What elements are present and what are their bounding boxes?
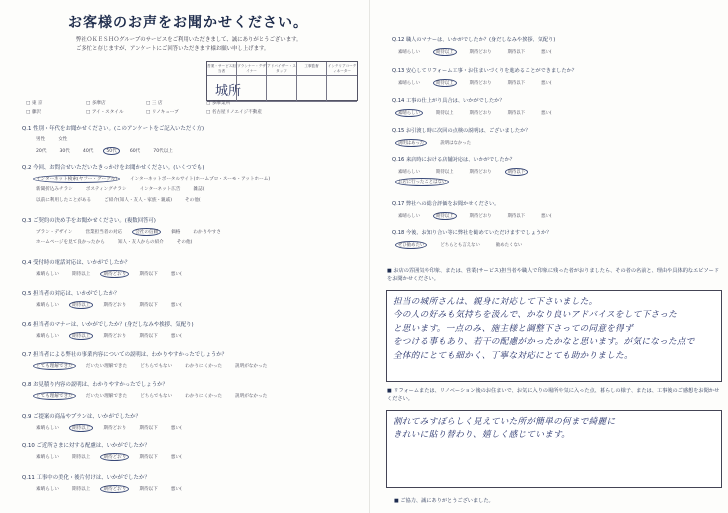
store-checkbox[interactable]: □ 多摩店 [86,100,146,106]
answer-option[interactable]: 期待どおり [469,50,492,55]
answer-option[interactable]: 悪い( [170,334,182,339]
answer-option[interactable]: 期待以下 [139,303,158,308]
answer-option[interactable]: どちらでもない [140,364,173,369]
answer-options [398,139,487,147]
answer-option[interactable]: 期待どおり [469,170,492,175]
stamp-cell [267,76,297,102]
answer-option[interactable]: 素晴らしい [395,109,423,117]
answer-option[interactable]: 期待以下 [507,111,526,116]
answer-options [36,270,195,278]
answer-option[interactable]: 期待以下 [507,50,526,55]
answer-option[interactable]: 女性 [58,137,68,142]
answer-option[interactable]: 期待以上 [433,212,457,220]
right-page [376,0,724,513]
answer-option[interactable]: 30代 [59,149,70,154]
answer-options [36,453,195,461]
answer-option[interactable]: 素晴らしい [398,50,420,55]
handwritten-line: 割れてみすぼらしく見えていた所が簡単の何まで綺麗に [393,417,616,427]
answer-option[interactable]: だいたい理解できた [85,394,128,399]
answer-options [398,241,538,249]
answer-option[interactable]: 説明はなかった [440,141,472,146]
store-checkbox[interactable]: □ アイ・スタイル [86,109,146,115]
answer-option[interactable]: 期待以上 [433,79,457,87]
answer-option[interactable]: 期待以上 [71,487,91,492]
question-label: Q.12 職人のマナーは、いかがでしたか？(身だしなみや挨拶、気配り) [392,37,556,43]
answer-option[interactable]: 勧めたくない [495,243,523,248]
answer-option[interactable]: 期待どおり [103,426,127,431]
answer-options [36,197,214,203]
answer-options [36,485,195,493]
answer-option[interactable]: 悪い( [170,272,182,277]
answer-options [36,136,80,142]
answer-option[interactable]: 素晴らしい [36,455,59,460]
answer-option[interactable]: 素晴らしい [36,334,59,339]
handwritten-comment-home [387,411,721,448]
answer-option[interactable]: インターネットポータルサイト(ホームプロ・スーモ・アットホーム) [130,177,271,182]
handwritten-line: きれいに貼り替わり、嬉しく感じています。 [393,430,571,441]
comment-box-staff [386,268,722,382]
answer-option[interactable]: 期待以上 [435,111,454,116]
answer-option[interactable]: だいたい理解できた [85,364,128,369]
answer-option[interactable]: 期待どおり [103,334,127,339]
answer-option[interactable]: 60代 [129,149,141,154]
store-checkbox[interactable]: □ リノキューブ [146,109,206,115]
staff-stamp-box [206,61,358,101]
answer-option[interactable]: 素晴らしい [398,81,420,86]
answer-options [36,147,186,155]
answer-option[interactable]: その他( [185,198,201,203]
stamp-header: プランナー・デザイナー [237,62,267,76]
answer-option[interactable]: 悪い( [170,303,182,308]
answer-option[interactable]: 期待以上 [435,170,454,175]
stamp-header: 工事監督 [297,62,327,76]
answer-option[interactable]: 期待どおり [100,453,129,461]
answer-option[interactable]: 期待以下 [507,81,526,86]
store-checkbox[interactable]: □ 三 店 [146,100,206,106]
stamp-header: インテリアコーディネーター [327,62,357,76]
answer-option[interactable]: 価格 [171,230,181,235]
answer-option[interactable]: 以前に利用したことがある [36,198,92,203]
answer-options [398,48,568,56]
answer-option[interactable]: プラン・デザイン [36,230,73,235]
answer-option[interactable]: わかりにくかった [185,364,223,369]
stamp-header: アドバイザー・スタッフ [267,62,297,76]
stamp-handwriting: 城所 [215,84,242,99]
answer-option[interactable]: 期待以下 [139,334,158,339]
question-label: Q.3 ご契約の決め手をお聞かせください。(複数回答可) [22,218,156,224]
answer-option[interactable]: 説明はあった [395,139,427,147]
answer-option[interactable]: 男性 [36,137,46,142]
answer-option[interactable]: 期待どおり [469,111,492,116]
store-checklist [26,100,346,115]
thank-you-footer: ■ ご協力、誠にありがとうございました。 [394,497,494,504]
answer-option[interactable]: 素晴らしい [398,170,420,175]
answer-option[interactable]: 20代 [36,149,47,154]
question-label: Q.7 担当者による弊社の事業内容についての説明は、わかりやすかったでしょうか？ [22,352,228,358]
answer-option[interactable]: 期待どおり [103,303,127,308]
answer-option[interactable]: 期待どおり [100,270,129,278]
answer-option[interactable]: 期待以下 [139,487,158,492]
answer-options [36,362,280,370]
question-label: Q.2 今回、お問合せいただいたきっかけをお聞かせください。(いくつでも) [22,165,205,171]
answer-option[interactable]: お店に行ったことはない [395,178,449,186]
answer-option[interactable]: 素晴らしい [36,303,59,308]
answer-option[interactable]: 期待以上 [69,332,93,340]
stamp-cell [237,76,267,102]
answer-option[interactable]: その他( [176,240,193,245]
survey-title: お客様のお声をお聞かせください。 [68,15,308,31]
answer-option[interactable]: 期待以下 [507,214,526,219]
answer-options [36,392,280,400]
answer-option[interactable]: わかりやすさ [193,230,221,235]
answer-options [398,109,568,117]
question-label: Q.9 ご提案の商品やプランは、いかがでしたか？ [22,414,141,420]
stamp-cell [327,76,357,102]
answer-option[interactable]: どちらでもない [140,394,173,399]
answer-option[interactable]: 50代 [103,147,119,155]
answer-option[interactable]: 説明がなかった [235,394,268,399]
handwritten-comment-staff [387,291,721,368]
answer-option[interactable]: 悪い( [170,455,182,460]
answer-option[interactable]: 期待以下 [139,272,158,277]
answer-option[interactable]: 期待以下 [139,455,158,460]
answer-option[interactable]: 素晴らしい [398,214,420,219]
answer-options [36,239,205,245]
answer-option[interactable]: 悪い( [170,487,182,492]
answer-option[interactable]: 期待どおり [469,81,492,86]
answer-option[interactable]: 会社の信頼 [132,228,161,236]
answer-option[interactable]: 悪い( [541,50,552,55]
handwritten-line: 今の人の好みも気持ちを汲んで、かなり良いアドバイスをして下さった [393,310,678,321]
handwritten-line: 全体的にとても細かく、丁寧な対応にとても助かりました。 [393,350,633,361]
question-label: Q.18 今後、お知り合い等に弊社を勧めていただけますでしょうか？ [392,230,552,236]
comment-question-home: ■ リフォームまたは、リノベーション後のお住まいで、お気に入りの場所や気に入った点、暮らしの様子、または、工事後のご感想をお聞かせください。 [387,387,723,403]
answer-option[interactable]: 説明がなかった [235,364,268,369]
answer-option[interactable]: 悪い( [541,81,552,86]
question-label: Q.14 工事の仕上がり具合は、いかがでしたか？ [392,98,505,104]
answer-option[interactable]: 期待以上 [69,301,93,309]
answer-option[interactable]: 素晴らしい [36,487,59,492]
answer-options [36,301,195,309]
question-label: Q.16 来店時における店舗対応は、いかがでしたか？ [392,157,515,163]
intro-line: ご多忙と存じますが、アンケートにご回答いただきます様お願い申し上げます。 [76,46,270,52]
answer-option[interactable]: 雑誌( [193,187,205,192]
answer-option[interactable]: 期待どおり [100,485,129,493]
answer-options [36,332,195,340]
comment-box-home [386,388,722,488]
question-label: Q.5 担当者の対応は、いかがでしたか？ [22,291,120,297]
question-label: Q.4 受付時の電話対応は、いかがでしたか？ [22,260,131,266]
answer-option[interactable]: とても理解できた [33,362,76,370]
page-fold [369,0,370,513]
answer-option[interactable]: 素晴らしい [36,426,59,431]
answer-option[interactable]: 期待以上 [433,48,457,56]
answer-option[interactable]: どちらとも言えない [440,243,480,248]
stamp-cell [297,76,327,102]
answer-options [398,212,568,220]
answer-option[interactable]: 70代以上 [153,149,173,154]
question-label: Q.15 お引渡し時に次回の点検の説明は、ございましたか？ [392,128,531,134]
answer-option[interactable]: 悪い( [541,214,552,219]
answer-option[interactable]: 営業担当者の対応 [85,230,123,235]
answer-options [36,175,283,183]
answer-options [398,79,568,87]
question-label: Q.17 弊社への総合評価をお聞かせください。 [392,201,500,207]
store-checkbox[interactable]: □ 東 京 [26,100,86,106]
answer-options [36,424,195,432]
question-label: Q.6 担当者のマナーは、いかがでしたか？(身だしなみや挨拶、気配り) [22,322,194,328]
answer-option[interactable]: インターネット検索(ヤフー・グーグル) [33,175,120,183]
answer-option[interactable]: ご紹介(知人・友人・家族・親戚) [104,198,173,203]
answer-option[interactable]: 期待どおり [469,214,492,219]
store-checkbox[interactable]: □ 名古屋リノエイジ不動産 [206,109,276,115]
answer-option[interactable]: 悪い( [170,426,182,431]
stamp-header: 営業・サービス担当者 [207,62,237,76]
question-label: Q.13 安心してリフォーム工事・お住まいづくりを進めることができましたか？ [392,68,577,74]
store-checkbox[interactable]: □ 多摩業所 [206,100,276,106]
answer-option[interactable]: ホームページを見て良かったから [36,240,105,245]
question-label: Q.10 ご近所さまに対する配慮は、いかがでしたか？ [22,443,150,449]
answer-options [36,228,234,236]
handwritten-line: をつける事もあり、若干の配慮がかったかなと思います。が気になった点で [393,337,695,348]
answer-options [36,186,217,192]
question-label: Q.1 性別・年代をお聞かせください。(このアンケートをご記入いただく方) [22,126,205,132]
intro-text [76,36,346,54]
answer-option[interactable]: 期待以上 [71,272,91,277]
answer-option[interactable]: インターネット広告 [139,187,181,192]
answer-option[interactable]: 知人・友人からの紹介 [117,240,164,245]
answer-option[interactable]: 40代 [82,149,94,154]
answer-option[interactable]: とても理解できた [33,392,76,400]
answer-option[interactable]: ポスティングチラシ [85,187,127,192]
left-page [6,0,368,513]
store-checkbox[interactable]: □ 藤沢 [26,109,86,115]
answer-options [398,178,462,186]
answer-options [398,168,541,176]
question-label: Q.8 お見積り内容の説明は、わかりやすかったでしょうか？ [22,382,168,388]
answer-option[interactable]: 期待以上 [71,455,91,460]
intro-line: 弊社ＯＫＥＳＨＯグループのサービスをご利用いただきまして、誠にありがとうございます。 [76,37,302,43]
answer-option[interactable]: ぜひ勧めたい [395,241,427,249]
answer-option[interactable]: 素晴らしい [36,272,59,277]
comment-question-staff: ■ お店の雰囲気や印象、または、営業(サービス)担当者や職人で印象に残った者がおりましたら、その者の名前と、理由や具体的なエピソードをお聞かせください。 [387,267,723,283]
answer-option[interactable]: 新聞折込みチラシ [36,187,73,192]
answer-option[interactable]: 悪い( [541,111,552,116]
answer-option[interactable]: 期待以上 [69,424,93,432]
answer-option[interactable]: 期待以下 [139,426,158,431]
question-label: Q.11 工事中の美化・後片付けは、いかがでしたか？ [22,475,150,481]
handwritten-line: と思います。一点のみ、施主様と調整下さっての同意を得ず [393,323,633,334]
answer-option[interactable]: わかりにくかった [185,394,223,399]
answer-option[interactable]: 期待以下 [505,168,529,176]
handwritten-line: 担当の城所さんは、親身に対応して下さいました。 [393,297,598,307]
